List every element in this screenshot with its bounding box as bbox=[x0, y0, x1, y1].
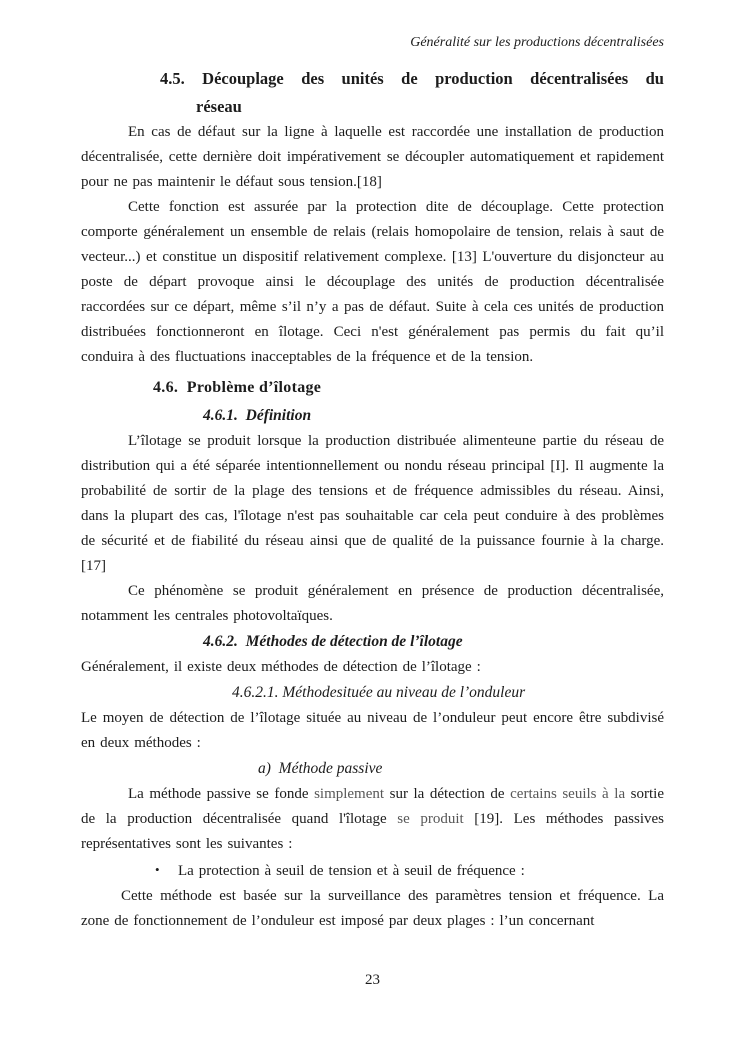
paragraph-decouplage-1: En cas de défaut sur la ligne à laquelle est raccordée une installation de production décentralisée, cette dernière doit impérativement se découpler automatiquement et rapidement pour ne pas maintenir le défaut sous tension.[18] bbox=[81, 124, 664, 190]
page-number: 23 bbox=[365, 972, 380, 988]
section-4-5-heading-line2: réseau bbox=[196, 97, 242, 116]
paragraph-definition-1: L’îlotage se produit lorsque la production distribuée alimenteune partie du réseau de distribution qui a été séparée intentionnellement ou nondu réseau principal [I]. Il augmente la probabilité de sortir de la plage des tensions et de fréquence admissibles du réseau. Ainsi, dans la plupart des cas, l'îlotage n'est pas souhaitable car cela peut conduire à des problèmes de sécurité et de fiabilité du réseau ainsi que de qualité de la puissance fournie à la charge. [17] bbox=[81, 433, 664, 574]
paragraph-definition-2: Ce phénomène se produit généralement en présence de production décentralisée, notamment les centrales photovoltaïques. bbox=[81, 583, 664, 624]
passive-segment-5: sortie de la production décentralisée quand l'îlotage bbox=[81, 786, 664, 827]
passive-segment-4: certains seuils à la bbox=[510, 786, 626, 802]
paragraph-onduleur: Le moyen de détection de l’îlotage située au niveau de l’onduleur peut encore être subdivisé en deux méthodes : bbox=[81, 710, 664, 751]
section-4-6-heading: 4.6. Problème d’îlotage bbox=[153, 379, 322, 396]
paragraph-methodes-intro: Généralement, il existe deux méthodes de détection de l’îlotage : bbox=[81, 659, 481, 675]
passive-segment-7: [19]. Les méthodes passives représentatives sont les suivantes : bbox=[81, 811, 664, 852]
section-4-5-heading-line1: 4.5. Découplage des unités de production décentralisées du bbox=[160, 69, 664, 88]
paragraph-methode-passive bbox=[81, 782, 664, 857]
section-4-6-2-1-heading: 4.6.2.1. Méthodesituée au niveau de l’onduleur bbox=[232, 684, 526, 701]
bullet-icon: • bbox=[155, 862, 160, 877]
passive-segment-1: La méthode passive se fonde bbox=[128, 786, 315, 802]
passive-segment-3: sur la détection de bbox=[384, 786, 511, 802]
page-content bbox=[81, 34, 664, 964]
bullet-item-text: La protection à seuil de tension et à seuil de fréquence : bbox=[178, 863, 525, 879]
paragraph-decouplage-2: Cette fonction est assurée par la protection dite de découplage. Cette protection comporte généralement un ensemble de relais (relais homopolaire de tension, relais à saut de vecteur...) et constitue un dispositif relativement complexe. [13] L'ouverture du disjoncteur au poste de départ provoque ainsi le découplage des unités de production décentralisée raccordées sur ce départ, même s’il n’y a pas de défaut. Suite à cela ces unités de production distribuées fonctionneront en îlotage. Ceci n'est généralement pas permis du fait qu’il conduira à des fluctuations inacceptables de la fréquence et de la tension. bbox=[81, 199, 664, 365]
section-4-5-heading bbox=[81, 64, 664, 120]
section-4-6-1-heading: 4.6.1. Définition bbox=[203, 407, 312, 424]
passive-segment-2: simplement bbox=[314, 786, 385, 802]
section-4-6-2-heading: 4.6.2. Méthodes de détection de l’îlotage bbox=[203, 633, 463, 650]
paragraph-surveillance: Cette méthode est basée sur la surveillance des paramètres tension et fréquence. La zone de fonctionnement de l’onduleur est imposé par deux plages : l’un concernant bbox=[81, 888, 664, 929]
running-header: Généralité sur les productions décentralisées bbox=[410, 35, 664, 50]
passive-segment-6: se produit bbox=[397, 811, 464, 827]
bullet-item-protection-seuil bbox=[155, 857, 664, 884]
item-a-heading: a) Méthode passive bbox=[258, 760, 383, 777]
